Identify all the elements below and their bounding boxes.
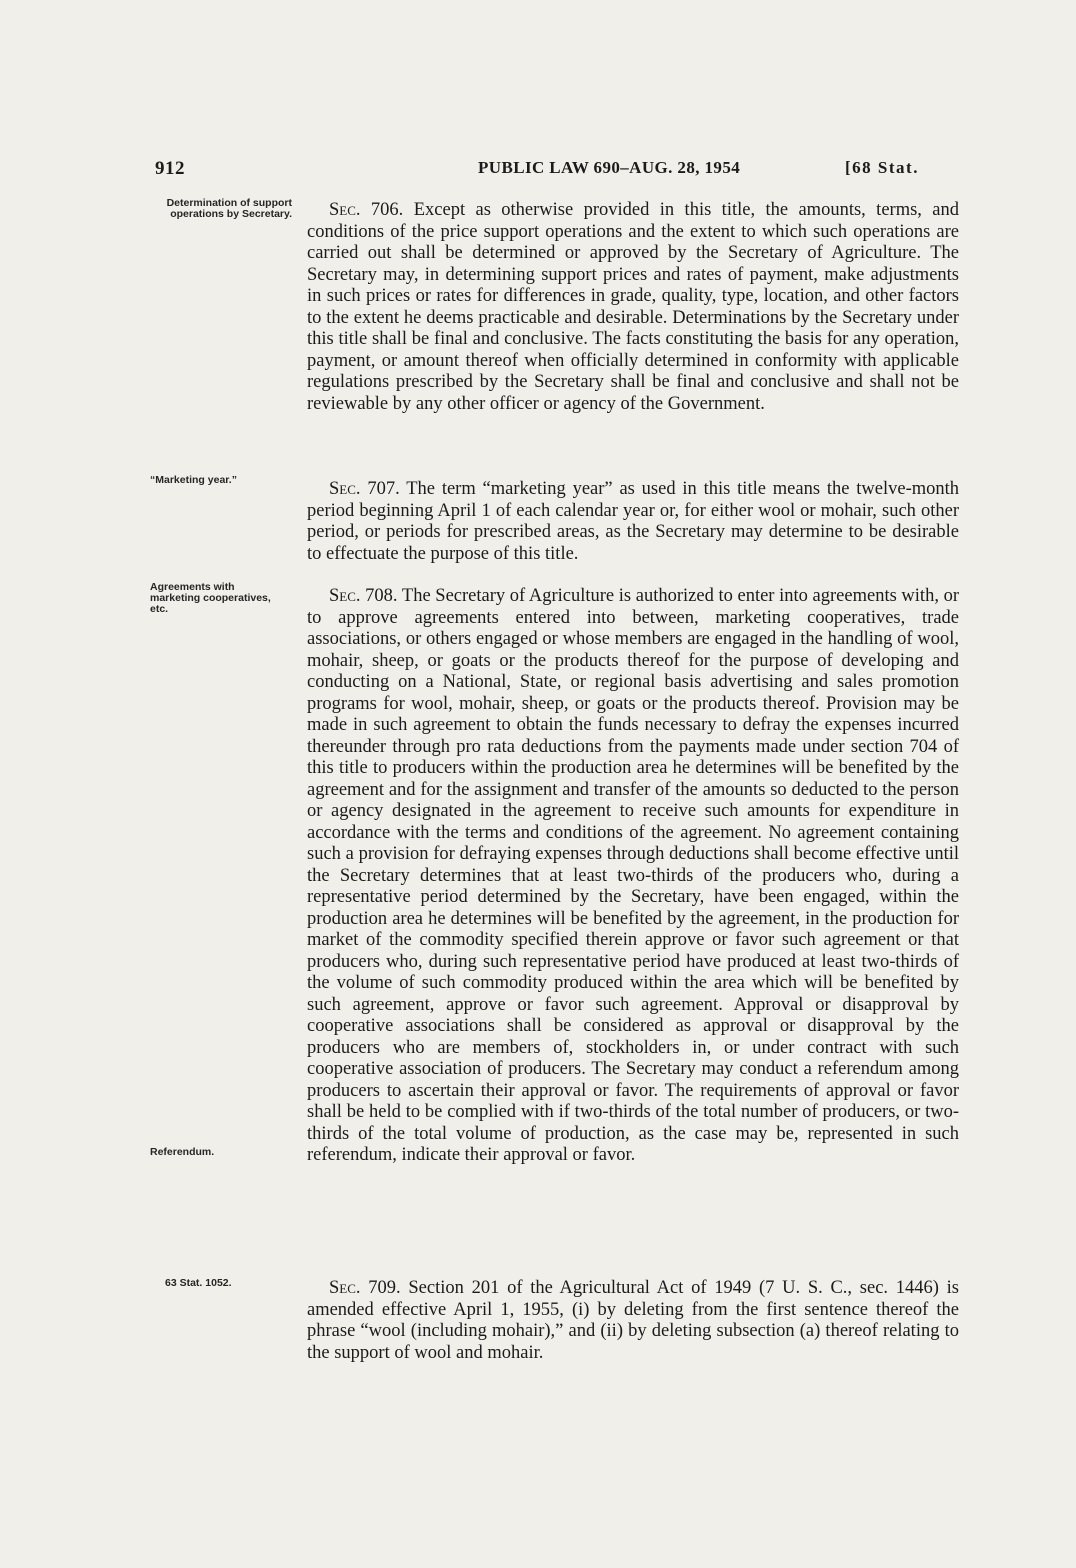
margin-note-referendum: Referendum. bbox=[150, 1146, 215, 1158]
section-707-label: Sec. 707. bbox=[329, 479, 400, 499]
margin-note-citation: 63 Stat. 1052. bbox=[165, 1277, 232, 1289]
margin-note-agreements: Agreements with marketing cooperatives, etc. bbox=[150, 581, 271, 615]
section-706-text: Except as otherwise provided in this title, the amounts, terms, and conditions of the price support operations and the extent to which such operations are carried out shall be determined or approved by the Secretary of Agriculture. The Secretary may, in determining support prices and rates of payment, make adjustments in such prices or rates for differences in grade, quality, type, location, and other factors to the extent he deems practicable and desirable. Determinations by the Secretary under this title shall be final and conclusive. The facts constituting the basis for any operation, payment, or amount thereof when officially determined in conformity with applicable regulations prescribed by the Secretary shall be final and conclusive and shall not be reviewable by any other officer or agency of the Government. bbox=[307, 200, 960, 414]
section-706 bbox=[307, 200, 959, 415]
section-709 bbox=[307, 1278, 959, 1364]
section-708 bbox=[307, 586, 959, 1167]
section-707 bbox=[307, 479, 959, 565]
section-708-text: The Secretary of Agriculture is authorized to enter into agreements with, or to approve agreements entered into between, marketing cooperatives, trade associations, or others engaged or whose members are engaged in the handling of wool, mohair, sheep, or goats or the products thereof for the purpose of developing and conducting on a National, State, or regional basis advertising and sales promotion programs for wool, mohair, sheep, or goats or the products thereof. Provision may be made in such agreement to obtain the funds necessary to defray the expenses incurred thereunder through pro rata deductions from the payments made under section 704 of this title to producers within the production area he determines will be benefited by the agreement and for the assignment and transfer of the amounts so deducted to the person or agency designated in the agreement to receive such amounts for expenditure in accordance with the terms and conditions of the agreement. No agreement containing such a provision for defraying expenses through deductions shall become effective until the Secretary determines that at least two-thirds of the producers who, during a representative period determined by the Secretary, have been engaged, within the production area he determines will be benefited by the agreement, in the production for market of the commodity specified therein approve or favor such agreement or that producers who, during such representative period have produced at least two-thirds of the volume of such commodity produced within the area which will be benefited by such agreement, approve or favor such agreement. Approval or disapproval by cooperative associations shall be considered as approval or disapproval by the producers who are members of, stockholders in, or under contract with such cooperative association of producers. The Secretary may conduct a referendum among producers to ascertain their approval or favor. The requirements of approval or favor shall be held to be complied with if two-thirds of the total number of producers, or two-thirds of the total volume of production, as the case may be, represented in such referendum, indicate their approval or favor. bbox=[307, 586, 960, 1165]
section-709-text: Section 201 of the Agricultural Act of 1949 (7 U. S. C., sec. 1446) is amended effective April 1, 1955, (i) by deleting from the first sentence thereof the phrase “wool (including mohair),” and (ii) by deleting subsection (a) thereof relating to the support of wool and mohair. bbox=[307, 1278, 959, 1363]
section-707-text: The term “marketing year” as used in this title means the twelve-month period beginning April 1 of each calendar year or, for either wool or mohair, such other period, or periods for prescribed areas, as the Secretary may determine to be desirable to effectuate the purpose of this title. bbox=[307, 479, 960, 564]
running-head: PUBLIC LAW 690–AUG. 28, 1954 bbox=[478, 158, 741, 177]
statute-reference: [68 Stat. bbox=[845, 158, 919, 177]
margin-note-determination: Determination of support operations by Secretary. bbox=[166, 197, 292, 220]
section-706-label: Sec. 706. bbox=[329, 200, 404, 220]
section-708-label: Sec. 708. bbox=[329, 586, 398, 606]
margin-note-marketing-year: “Marketing year.” bbox=[150, 474, 237, 486]
section-709-label: Sec. 709. bbox=[329, 1278, 401, 1298]
page-number: 912 bbox=[155, 158, 185, 179]
